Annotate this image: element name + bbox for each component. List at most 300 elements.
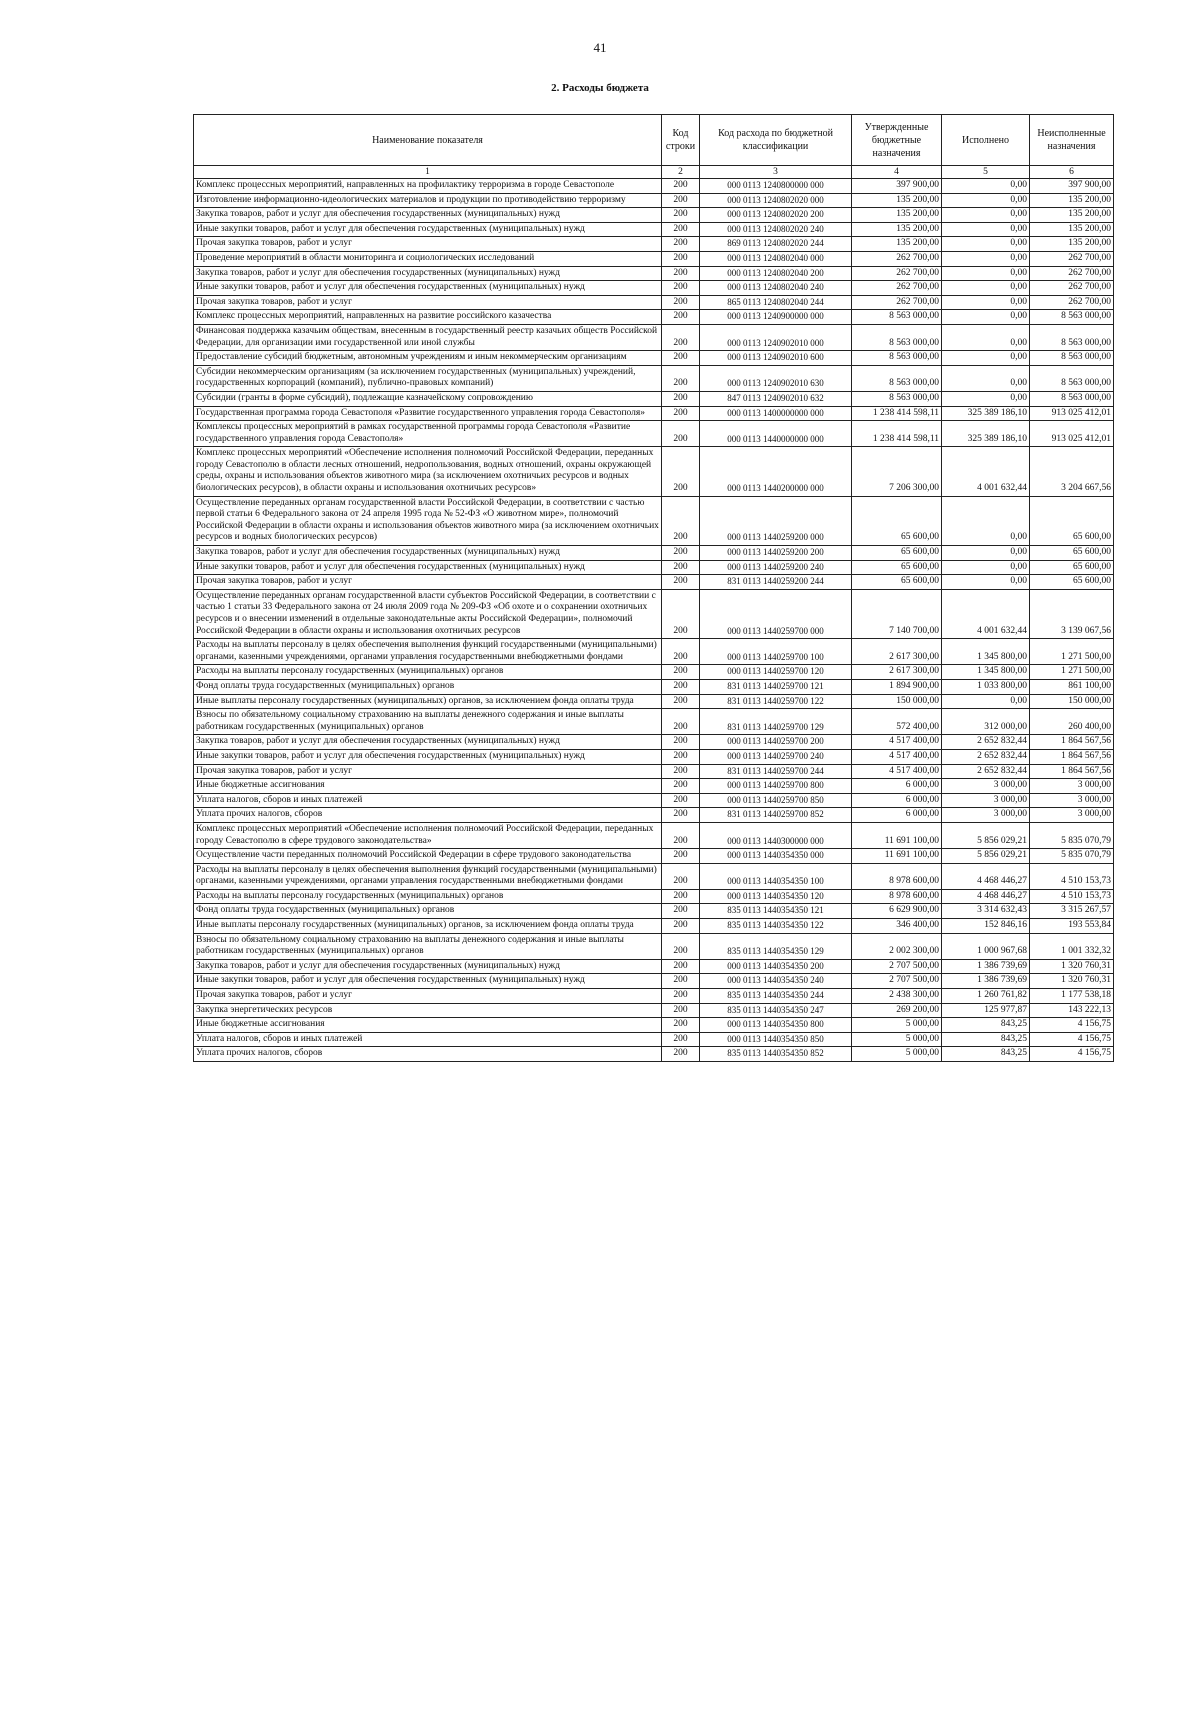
row-line-code-cell: 200 [662, 208, 700, 223]
row-executed-cell: 0,00 [942, 193, 1030, 208]
row-line-code-cell: 200 [662, 822, 700, 848]
row-name-cell: Иные бюджетные ассигнования [194, 1018, 662, 1033]
row-name-cell: Расходы на выплаты персоналу государственных (муниципальных) органов [194, 665, 662, 680]
row-approved-cell: 4 517 400,00 [852, 749, 942, 764]
table-row [194, 822, 1114, 848]
column-number: 4 [852, 166, 942, 179]
row-executed-cell: 1 345 800,00 [942, 665, 1030, 680]
row-classification-cell: 835 0113 1440354350 122 [700, 919, 852, 934]
row-unexecuted-cell: 260 400,00 [1030, 709, 1114, 735]
row-line-code-cell: 200 [662, 365, 700, 391]
table-row [194, 959, 1114, 974]
row-line-code-cell: 200 [662, 639, 700, 665]
row-name-cell: Прочая закупка товаров, работ и услуг [194, 989, 662, 1004]
row-line-code-cell: 200 [662, 779, 700, 794]
row-classification-cell: 000 0113 1440354350 200 [700, 959, 852, 974]
row-executed-cell: 125 977,87 [942, 1003, 1030, 1018]
row-classification-cell: 000 0113 1240802040 200 [700, 266, 852, 281]
row-name-cell: Субсидии некоммерческим организациям (за исключением государственных (муниципальных) учреждений, государственных корпораций (компаний), публично-правовых компаний) [194, 365, 662, 391]
table-row [194, 919, 1114, 934]
row-name-cell: Взносы по обязательному социальному страхованию на выплаты денежного содержания и иные выплаты работникам государственных (муниципальных) органов [194, 709, 662, 735]
row-executed-cell: 843,25 [942, 1047, 1030, 1062]
row-executed-cell: 312 000,00 [942, 709, 1030, 735]
table-row [194, 546, 1114, 561]
row-unexecuted-cell: 3 139 067,56 [1030, 589, 1114, 638]
row-classification-cell: 000 0113 1440259700 200 [700, 735, 852, 750]
row-name-cell: Уплата прочих налогов, сборов [194, 1047, 662, 1062]
row-unexecuted-cell: 913 025 412,01 [1030, 421, 1114, 447]
row-name-cell: Уплата налогов, сборов и иных платежей [194, 1032, 662, 1047]
row-classification-cell: 000 0113 1240802040 240 [700, 281, 852, 296]
row-classification-cell: 000 0113 1440259700 240 [700, 749, 852, 764]
table-row [194, 974, 1114, 989]
row-classification-cell: 835 0113 1440354350 852 [700, 1047, 852, 1062]
row-executed-cell: 0,00 [942, 208, 1030, 223]
row-unexecuted-cell: 65 600,00 [1030, 496, 1114, 545]
row-classification-cell: 000 0113 1440259700 850 [700, 793, 852, 808]
row-classification-cell: 000 0113 1440259700 800 [700, 779, 852, 794]
row-line-code-cell: 200 [662, 749, 700, 764]
row-name-cell: Расходы на выплаты персоналу государственных (муниципальных) органов [194, 889, 662, 904]
row-classification-cell: 000 0113 1240802020 000 [700, 193, 852, 208]
row-approved-cell: 6 629 900,00 [852, 904, 942, 919]
row-classification-cell: 000 0113 1440259200 000 [700, 496, 852, 545]
table-row [194, 793, 1114, 808]
row-name-cell: Субсидии (гранты в форме субсидий), подлежащие казначейскому сопровождению [194, 391, 662, 406]
row-name-cell: Прочая закупка товаров, работ и услуг [194, 764, 662, 779]
table-row [194, 351, 1114, 366]
row-unexecuted-cell: 3 000,00 [1030, 779, 1114, 794]
row-unexecuted-cell: 1 320 760,31 [1030, 959, 1114, 974]
row-line-code-cell: 200 [662, 237, 700, 252]
row-executed-cell: 0,00 [942, 281, 1030, 296]
row-executed-cell: 0,00 [942, 310, 1030, 325]
row-classification-cell: 835 0113 1440354350 121 [700, 904, 852, 919]
row-executed-cell: 0,00 [942, 237, 1030, 252]
row-line-code-cell: 200 [662, 849, 700, 864]
row-unexecuted-cell: 1 320 760,31 [1030, 974, 1114, 989]
row-approved-cell: 2 617 300,00 [852, 639, 942, 665]
row-line-code-cell: 200 [662, 989, 700, 1004]
row-unexecuted-cell: 1 864 567,56 [1030, 749, 1114, 764]
column-number: 6 [1030, 166, 1114, 179]
row-executed-cell: 4 001 632,44 [942, 589, 1030, 638]
row-unexecuted-cell: 135 200,00 [1030, 208, 1114, 223]
table-row [194, 1032, 1114, 1047]
row-unexecuted-cell: 8 563 000,00 [1030, 391, 1114, 406]
header-line-code: Код строки [662, 115, 700, 166]
row-approved-cell: 6 000,00 [852, 808, 942, 823]
row-approved-cell: 8 563 000,00 [852, 365, 942, 391]
row-executed-cell: 325 389 186,10 [942, 421, 1030, 447]
row-unexecuted-cell: 3 000,00 [1030, 793, 1114, 808]
table-row [194, 391, 1114, 406]
row-name-cell: Иные закупки товаров, работ и услуг для обеспечения государственных (муниципальных) нужд [194, 222, 662, 237]
row-classification-cell: 847 0113 1240902010 632 [700, 391, 852, 406]
row-name-cell: Государственная программа города Севастополя «Развитие государственного управления города Севастополя» [194, 406, 662, 421]
row-approved-cell: 269 200,00 [852, 1003, 942, 1018]
row-unexecuted-cell: 262 700,00 [1030, 281, 1114, 296]
row-executed-cell: 3 314 632,43 [942, 904, 1030, 919]
row-approved-cell: 135 200,00 [852, 193, 942, 208]
row-approved-cell: 5 000,00 [852, 1047, 942, 1062]
row-line-code-cell: 200 [662, 421, 700, 447]
row-executed-cell: 3 000,00 [942, 793, 1030, 808]
row-name-cell: Прочая закупка товаров, работ и услуг [194, 237, 662, 252]
row-executed-cell: 0,00 [942, 179, 1030, 194]
row-classification-cell: 831 0113 1440259700 852 [700, 808, 852, 823]
row-line-code-cell: 200 [662, 863, 700, 889]
row-classification-cell: 000 0113 1240902010 000 [700, 324, 852, 350]
row-classification-cell: 835 0113 1440354350 129 [700, 933, 852, 959]
row-executed-cell: 325 389 186,10 [942, 406, 1030, 421]
row-approved-cell: 7 206 300,00 [852, 447, 942, 496]
row-name-cell: Закупка товаров, работ и услуг для обеспечения государственных (муниципальных) нужд [194, 735, 662, 750]
row-classification-cell: 000 0113 1400000000 000 [700, 406, 852, 421]
row-classification-cell: 000 0113 1240802040 000 [700, 251, 852, 266]
row-executed-cell: 1 260 761,82 [942, 989, 1030, 1004]
table-row [194, 709, 1114, 735]
table-row [194, 365, 1114, 391]
header-name: Наименование показателя [194, 115, 662, 166]
row-approved-cell: 1 238 414 598,11 [852, 421, 942, 447]
row-line-code-cell: 200 [662, 793, 700, 808]
table-row [194, 208, 1114, 223]
table-row [194, 779, 1114, 794]
row-name-cell: Проведение мероприятий в области мониторинга и социологических исследований [194, 251, 662, 266]
table-row [194, 694, 1114, 709]
row-name-cell: Фонд оплаты труда государственных (муниципальных) органов [194, 679, 662, 694]
row-line-code-cell: 200 [662, 665, 700, 680]
row-approved-cell: 6 000,00 [852, 779, 942, 794]
row-unexecuted-cell: 135 200,00 [1030, 193, 1114, 208]
row-name-cell: Комплекс процессных мероприятий, направленных на развитие российского казачества [194, 310, 662, 325]
row-name-cell: Закупка энергетических ресурсов [194, 1003, 662, 1018]
row-unexecuted-cell: 65 600,00 [1030, 560, 1114, 575]
table-row [194, 904, 1114, 919]
row-unexecuted-cell: 262 700,00 [1030, 266, 1114, 281]
row-approved-cell: 6 000,00 [852, 793, 942, 808]
row-unexecuted-cell: 4 156,75 [1030, 1018, 1114, 1033]
row-name-cell: Закупка товаров, работ и услуг для обеспечения государственных (муниципальных) нужд [194, 266, 662, 281]
table-row [194, 421, 1114, 447]
row-unexecuted-cell: 143 222,13 [1030, 1003, 1114, 1018]
row-line-code-cell: 200 [662, 496, 700, 545]
table-row [194, 665, 1114, 680]
row-name-cell: Предоставление субсидий бюджетным, автономным учреждениям и иным некоммерческим организациям [194, 351, 662, 366]
row-approved-cell: 2 707 500,00 [852, 959, 942, 974]
table-row [194, 735, 1114, 750]
table-row [194, 1003, 1114, 1018]
row-line-code-cell: 200 [662, 808, 700, 823]
row-classification-cell: 000 0113 1240800000 000 [700, 179, 852, 194]
row-executed-cell: 1 000 967,68 [942, 933, 1030, 959]
row-unexecuted-cell: 1 864 567,56 [1030, 735, 1114, 750]
row-executed-cell: 0,00 [942, 575, 1030, 590]
row-classification-cell: 000 0113 1440000000 000 [700, 421, 852, 447]
row-name-cell: Расходы на выплаты персоналу в целях обеспечения выполнения функций государственными (муниципальными) органами, казенными учреждениями, органами управления государственными внебюджетными фондами [194, 863, 662, 889]
row-executed-cell: 4 468 446,27 [942, 863, 1030, 889]
row-executed-cell: 1 386 739,69 [942, 974, 1030, 989]
table-row [194, 324, 1114, 350]
table-row [194, 764, 1114, 779]
row-name-cell: Закупка товаров, работ и услуг для обеспечения государственных (муниципальных) нужд [194, 208, 662, 223]
row-name-cell: Иные закупки товаров, работ и услуг для обеспечения государственных (муниципальных) нужд [194, 560, 662, 575]
row-unexecuted-cell: 5 835 070,79 [1030, 822, 1114, 848]
row-name-cell: Иные закупки товаров, работ и услуг для обеспечения государственных (муниципальных) нужд [194, 974, 662, 989]
row-classification-cell: 000 0113 1440200000 000 [700, 447, 852, 496]
row-approved-cell: 262 700,00 [852, 266, 942, 281]
row-classification-cell: 865 0113 1240802040 244 [700, 295, 852, 310]
table-row [194, 808, 1114, 823]
table-row [194, 560, 1114, 575]
row-classification-cell: 000 0113 1240902010 600 [700, 351, 852, 366]
row-classification-cell: 000 0113 1440259200 240 [700, 560, 852, 575]
section-title: 2. Расходы бюджета [551, 82, 649, 94]
table-row [194, 281, 1114, 296]
row-classification-cell: 000 0113 1440354350 000 [700, 849, 852, 864]
row-executed-cell: 0,00 [942, 560, 1030, 575]
row-approved-cell: 8 563 000,00 [852, 310, 942, 325]
table-row [194, 989, 1114, 1004]
row-unexecuted-cell: 4 156,75 [1030, 1032, 1114, 1047]
row-line-code-cell: 200 [662, 546, 700, 561]
row-approved-cell: 397 900,00 [852, 179, 942, 194]
row-name-cell: Комплекс процессных мероприятий, направленных на профилактику терроризма в городе Севастополе [194, 179, 662, 194]
row-executed-cell: 1 345 800,00 [942, 639, 1030, 665]
row-line-code-cell: 200 [662, 560, 700, 575]
row-classification-cell: 000 0113 1440354350 240 [700, 974, 852, 989]
table-row [194, 863, 1114, 889]
row-approved-cell: 8 563 000,00 [852, 391, 942, 406]
row-classification-cell: 000 0113 1240802020 240 [700, 222, 852, 237]
row-unexecuted-cell: 65 600,00 [1030, 546, 1114, 561]
table-row [194, 251, 1114, 266]
table-row [194, 1018, 1114, 1033]
table-row [194, 639, 1114, 665]
row-executed-cell: 0,00 [942, 391, 1030, 406]
row-name-cell: Иные выплаты персоналу государственных (муниципальных) органов, за исключением фонда оплаты труда [194, 919, 662, 934]
row-classification-cell: 831 0113 1440259200 244 [700, 575, 852, 590]
row-approved-cell: 135 200,00 [852, 237, 942, 252]
row-executed-cell: 4 468 446,27 [942, 889, 1030, 904]
row-line-code-cell: 200 [662, 889, 700, 904]
row-name-cell: Иные бюджетные ассигнования [194, 779, 662, 794]
row-executed-cell: 0,00 [942, 324, 1030, 350]
row-executed-cell: 4 001 632,44 [942, 447, 1030, 496]
row-line-code-cell: 200 [662, 324, 700, 350]
row-line-code-cell: 200 [662, 295, 700, 310]
table-row [194, 849, 1114, 864]
row-name-cell: Иные закупки товаров, работ и услуг для обеспечения государственных (муниципальных) нужд [194, 281, 662, 296]
row-unexecuted-cell: 4 156,75 [1030, 1047, 1114, 1062]
row-approved-cell: 7 140 700,00 [852, 589, 942, 638]
row-line-code-cell: 200 [662, 679, 700, 694]
row-executed-cell: 0,00 [942, 266, 1030, 281]
table-row [194, 179, 1114, 194]
column-number: 2 [662, 166, 700, 179]
column-number-row [194, 166, 1114, 179]
row-name-cell: Изготовление информационно-идеологических материалов и продукции по противодействию терроризму [194, 193, 662, 208]
table-row [194, 222, 1114, 237]
row-line-code-cell: 200 [662, 1018, 700, 1033]
row-line-code-cell: 200 [662, 222, 700, 237]
header-row [194, 115, 1114, 166]
row-name-cell: Комплекс процессных мероприятий «Обеспечение исполнения полномочий Российской Федерации, переданных городу Севастополю в сфере трудового законодательства» [194, 822, 662, 848]
row-name-cell: Уплата прочих налогов, сборов [194, 808, 662, 823]
row-classification-cell: 000 0113 1440300000 000 [700, 822, 852, 848]
row-executed-cell: 0,00 [942, 546, 1030, 561]
row-approved-cell: 65 600,00 [852, 546, 942, 561]
row-unexecuted-cell: 135 200,00 [1030, 222, 1114, 237]
row-line-code-cell: 200 [662, 764, 700, 779]
row-unexecuted-cell: 262 700,00 [1030, 295, 1114, 310]
row-approved-cell: 1 894 900,00 [852, 679, 942, 694]
row-name-cell: Уплата налогов, сборов и иных платежей [194, 793, 662, 808]
table-row [194, 589, 1114, 638]
row-line-code-cell: 200 [662, 351, 700, 366]
row-executed-cell: 0,00 [942, 694, 1030, 709]
row-executed-cell: 0,00 [942, 496, 1030, 545]
row-name-cell: Осуществление части переданных полномочий Российской Федерации в сфере трудового законодательства [194, 849, 662, 864]
row-approved-cell: 65 600,00 [852, 575, 942, 590]
row-line-code-cell: 200 [662, 933, 700, 959]
row-line-code-cell: 200 [662, 694, 700, 709]
row-approved-cell: 2 617 300,00 [852, 665, 942, 680]
column-number: 3 [700, 166, 852, 179]
row-classification-cell: 000 0113 1240802020 200 [700, 208, 852, 223]
row-unexecuted-cell: 262 700,00 [1030, 251, 1114, 266]
row-approved-cell: 5 000,00 [852, 1032, 942, 1047]
row-line-code-cell: 200 [662, 251, 700, 266]
row-unexecuted-cell: 1 001 332,32 [1030, 933, 1114, 959]
row-executed-cell: 2 652 832,44 [942, 749, 1030, 764]
row-classification-cell: 831 0113 1440259700 121 [700, 679, 852, 694]
row-classification-cell: 831 0113 1440259700 244 [700, 764, 852, 779]
row-name-cell: Комплекс процессных мероприятий «Обеспечение исполнения полномочий Российской Федерации, переданных городу Севастополю в области лесных отношений, недропользования, водных отношений, охраны окружающей среды, охраны и использования объектов животного мира (за исключением охотничьих ресурсов и водных биологических ресурсов), в области охраны и использования охотничьих ресурсов» [194, 447, 662, 496]
row-name-cell: Комплексы процессных мероприятий в рамках государственной программы города Севастополя «Развитие государственного управления города Севастополя» [194, 421, 662, 447]
row-line-code-cell: 200 [662, 1003, 700, 1018]
row-unexecuted-cell: 8 563 000,00 [1030, 365, 1114, 391]
row-approved-cell: 346 400,00 [852, 919, 942, 934]
row-line-code-cell: 200 [662, 589, 700, 638]
row-line-code-cell: 200 [662, 575, 700, 590]
header-classification: Код расхода по бюджетной классификации [700, 115, 852, 166]
table-row [194, 933, 1114, 959]
row-unexecuted-cell: 8 563 000,00 [1030, 351, 1114, 366]
row-line-code-cell: 200 [662, 959, 700, 974]
row-line-code-cell: 200 [662, 974, 700, 989]
row-classification-cell: 000 0113 1440354350 120 [700, 889, 852, 904]
row-line-code-cell: 200 [662, 709, 700, 735]
row-classification-cell: 000 0113 1440354350 850 [700, 1032, 852, 1047]
row-unexecuted-cell: 1 177 538,18 [1030, 989, 1114, 1004]
row-approved-cell: 65 600,00 [852, 496, 942, 545]
header-approved: Утвержденные бюджетные назначения [852, 115, 942, 166]
row-line-code-cell: 200 [662, 391, 700, 406]
table-row [194, 406, 1114, 421]
row-approved-cell: 2 002 300,00 [852, 933, 942, 959]
row-classification-cell: 000 0113 1440259700 000 [700, 589, 852, 638]
row-name-cell: Взносы по обязательному социальному страхованию на выплаты денежного содержания и иные выплаты работникам государственных (муниципальных) органов [194, 933, 662, 959]
column-number: 1 [194, 166, 662, 179]
table-body [194, 179, 1114, 1062]
table-row [194, 266, 1114, 281]
row-unexecuted-cell: 150 000,00 [1030, 694, 1114, 709]
row-approved-cell: 4 517 400,00 [852, 764, 942, 779]
row-line-code-cell: 200 [662, 179, 700, 194]
row-executed-cell: 0,00 [942, 365, 1030, 391]
column-number: 5 [942, 166, 1030, 179]
table-row [194, 496, 1114, 545]
row-approved-cell: 1 238 414 598,11 [852, 406, 942, 421]
row-unexecuted-cell: 135 200,00 [1030, 237, 1114, 252]
row-approved-cell: 8 563 000,00 [852, 324, 942, 350]
row-line-code-cell: 200 [662, 310, 700, 325]
table-row [194, 193, 1114, 208]
row-executed-cell: 0,00 [942, 222, 1030, 237]
row-executed-cell: 2 652 832,44 [942, 735, 1030, 750]
row-executed-cell: 5 856 029,21 [942, 822, 1030, 848]
row-classification-cell: 000 0113 1240900000 000 [700, 310, 852, 325]
row-executed-cell: 2 652 832,44 [942, 764, 1030, 779]
row-classification-cell: 000 0113 1440259700 120 [700, 665, 852, 680]
row-approved-cell: 2 707 500,00 [852, 974, 942, 989]
row-name-cell: Иные выплаты персоналу государственных (муниципальных) органов, за исключением фонда оплаты труда [194, 694, 662, 709]
row-unexecuted-cell: 8 563 000,00 [1030, 310, 1114, 325]
row-executed-cell: 5 856 029,21 [942, 849, 1030, 864]
row-line-code-cell: 200 [662, 735, 700, 750]
row-classification-cell: 000 0113 1240902010 630 [700, 365, 852, 391]
row-approved-cell: 5 000,00 [852, 1018, 942, 1033]
row-unexecuted-cell: 861 100,00 [1030, 679, 1114, 694]
table-row [194, 889, 1114, 904]
row-name-cell: Фонд оплаты труда государственных (муниципальных) органов [194, 904, 662, 919]
table-row [194, 310, 1114, 325]
row-classification-cell: 835 0113 1440354350 247 [700, 1003, 852, 1018]
row-name-cell: Финансовая поддержка казачьим обществам, внесенным в государственный реестр казачьих обществ Российской Федерации, для организации ими государственной или иной службы [194, 324, 662, 350]
row-approved-cell: 2 438 300,00 [852, 989, 942, 1004]
row-name-cell: Расходы на выплаты персоналу в целях обеспечения выполнения функций государственными (муниципальными) органами, казенными учреждениями, органами управления государственными внебюджетными фондами [194, 639, 662, 665]
row-name-cell: Осуществление переданных органам государственной власти субъектов Российской Федерации, в соответствии с частью 1 статьи 33 Федерального закона от 24 июля 2009 года № 209-ФЗ «Об охоте и о сохранении охотничьих ресурсов и о внесении изменений в отдельные законодательные акты Российской Федерации», полномочий Российской Федерации в области охраны и использования охотничьих ресурсов [194, 589, 662, 638]
row-unexecuted-cell: 397 900,00 [1030, 179, 1114, 194]
row-executed-cell: 843,25 [942, 1018, 1030, 1033]
row-line-code-cell: 200 [662, 193, 700, 208]
row-approved-cell: 8 978 600,00 [852, 889, 942, 904]
row-name-cell: Прочая закупка товаров, работ и услуг [194, 575, 662, 590]
row-approved-cell: 262 700,00 [852, 281, 942, 296]
row-approved-cell: 262 700,00 [852, 295, 942, 310]
row-line-code-cell: 200 [662, 266, 700, 281]
row-classification-cell: 869 0113 1240802020 244 [700, 237, 852, 252]
row-executed-cell: 1 033 800,00 [942, 679, 1030, 694]
row-unexecuted-cell: 3 204 667,56 [1030, 447, 1114, 496]
row-executed-cell: 3 000,00 [942, 779, 1030, 794]
row-unexecuted-cell: 8 563 000,00 [1030, 324, 1114, 350]
table-row [194, 575, 1114, 590]
row-unexecuted-cell: 1 271 500,00 [1030, 665, 1114, 680]
row-classification-cell: 000 0113 1440354350 800 [700, 1018, 852, 1033]
row-unexecuted-cell: 1 271 500,00 [1030, 639, 1114, 665]
row-approved-cell: 65 600,00 [852, 560, 942, 575]
header-executed: Исполнено [942, 115, 1030, 166]
row-name-cell: Осуществление переданных органам государственной власти Российской Федерации, в соответствии с частью первой статьи 6 Федерального закона от 24 апреля 1995 года № 52-ФЗ «О животном мире», полномочий Российской Федерации в области охраны и использования объектов животного мира (за исключением охотничьих ресурсов и водных биологических ресурсов) [194, 496, 662, 545]
row-name-cell: Иные закупки товаров, работ и услуг для обеспечения государственных (муниципальных) нужд [194, 749, 662, 764]
row-approved-cell: 11 691 100,00 [852, 822, 942, 848]
table-row [194, 749, 1114, 764]
row-approved-cell: 4 517 400,00 [852, 735, 942, 750]
table-row [194, 295, 1114, 310]
